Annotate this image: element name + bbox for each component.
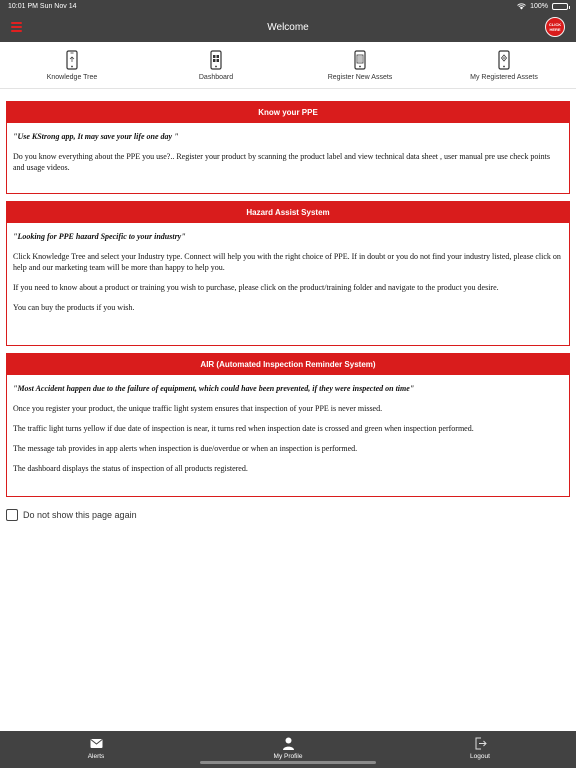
tab-label: Knowledge Tree [46, 74, 98, 81]
card-paragraph: Once you register your product, the unique traffic light system ensures that inspection of your PPE is never missed. [13, 404, 383, 413]
top-tabs [0, 42, 576, 89]
checkbox-box[interactable] [6, 509, 18, 521]
card-body [7, 375, 569, 474]
tab-register-new-assets[interactable] [288, 42, 432, 88]
click-here-button[interactable] [545, 17, 565, 37]
tab-label: Register New Assets [327, 74, 393, 81]
status-time: 10:01 PM Sun Nov 14 [8, 3, 77, 10]
envelope-icon [90, 737, 103, 750]
bottom-tab-label: My Profile [273, 753, 303, 760]
tab-my-registered-assets[interactable] [432, 42, 576, 88]
assets-phone-icon [496, 50, 512, 70]
tab-knowledge-tree[interactable] [0, 42, 144, 88]
card-paragraph: The dashboard displays the status of inspection of all products registered. [13, 464, 248, 473]
wifi-icon [517, 3, 526, 10]
card-paragraph: Click Knowledge Tree and select your Industry type. Connect will help you with the right choice of PPE. If in doubt or you do not find your industry listed, please click on help and our marketing team will be more than happy to help you. [13, 252, 561, 272]
bottom-tab-label: Alerts [87, 753, 105, 760]
page-title: Welcome [267, 22, 309, 33]
bottom-tab-label: Logout [470, 753, 490, 760]
home-indicator [200, 761, 376, 764]
dashboard-phone-icon [208, 50, 224, 70]
status-right [517, 3, 568, 10]
status-bar [0, 0, 576, 14]
card-paragraph: The traffic light turns yellow if due date of inspection is near, it turns red when inspection date is crossed and green when inspection performed. [13, 424, 474, 433]
card-paragraph: Do you know everything about the PPE you use?.. Register your product by scanning the product label and view technical data sheet , user manual pre use check points and usage videos. [13, 152, 550, 172]
logout-icon [474, 737, 487, 750]
card-know-your-ppe [6, 101, 570, 194]
card-paragraph: The message tab provides in app alerts when inspection is due/overdue or when an inspection is performed. [13, 444, 358, 453]
phone-icon [64, 50, 80, 70]
card-hazard-assist [6, 201, 570, 346]
register-phone-icon [352, 50, 368, 70]
bottom-tab-alerts[interactable] [0, 731, 192, 768]
card-header: Hazard Assist System [7, 202, 569, 223]
bottom-tab-logout[interactable] [384, 731, 576, 768]
click-here-line-1: CLICK [548, 22, 562, 27]
tab-label: Dashboard [198, 74, 234, 81]
person-icon [282, 737, 295, 750]
navbar [0, 14, 576, 42]
checkbox-label: Do not show this page again [23, 510, 137, 520]
tab-dashboard[interactable] [144, 42, 288, 88]
battery-percent: 100% [530, 3, 548, 10]
card-body [7, 223, 569, 313]
card-paragraph: If you need to know about a product or training you wish to purchase, please click on the product/training folder and navigate to the product you desire. [13, 283, 499, 292]
card-quote: "Looking for PPE hazard Specific to your industry" [13, 232, 186, 241]
card-quote: "Most Accident happen due to the failure of equipment, which could have been prevented, if they were inspected on time" [13, 384, 415, 393]
card-air-system [6, 353, 570, 497]
card-header: AIR (Automated Inspection Reminder System) [7, 354, 569, 375]
click-here-line-2: HERE [549, 27, 561, 32]
card-body [7, 123, 569, 173]
card-quote: "Use KStrong app, It may save your life one day " [13, 132, 179, 141]
card-header: Know your PPE [7, 102, 569, 123]
battery-icon [552, 3, 568, 10]
card-paragraph: You can buy the products if you wish. [13, 303, 135, 312]
dont-show-again-checkbox[interactable] [6, 509, 137, 521]
tab-label: My Registered Assets [470, 74, 538, 81]
